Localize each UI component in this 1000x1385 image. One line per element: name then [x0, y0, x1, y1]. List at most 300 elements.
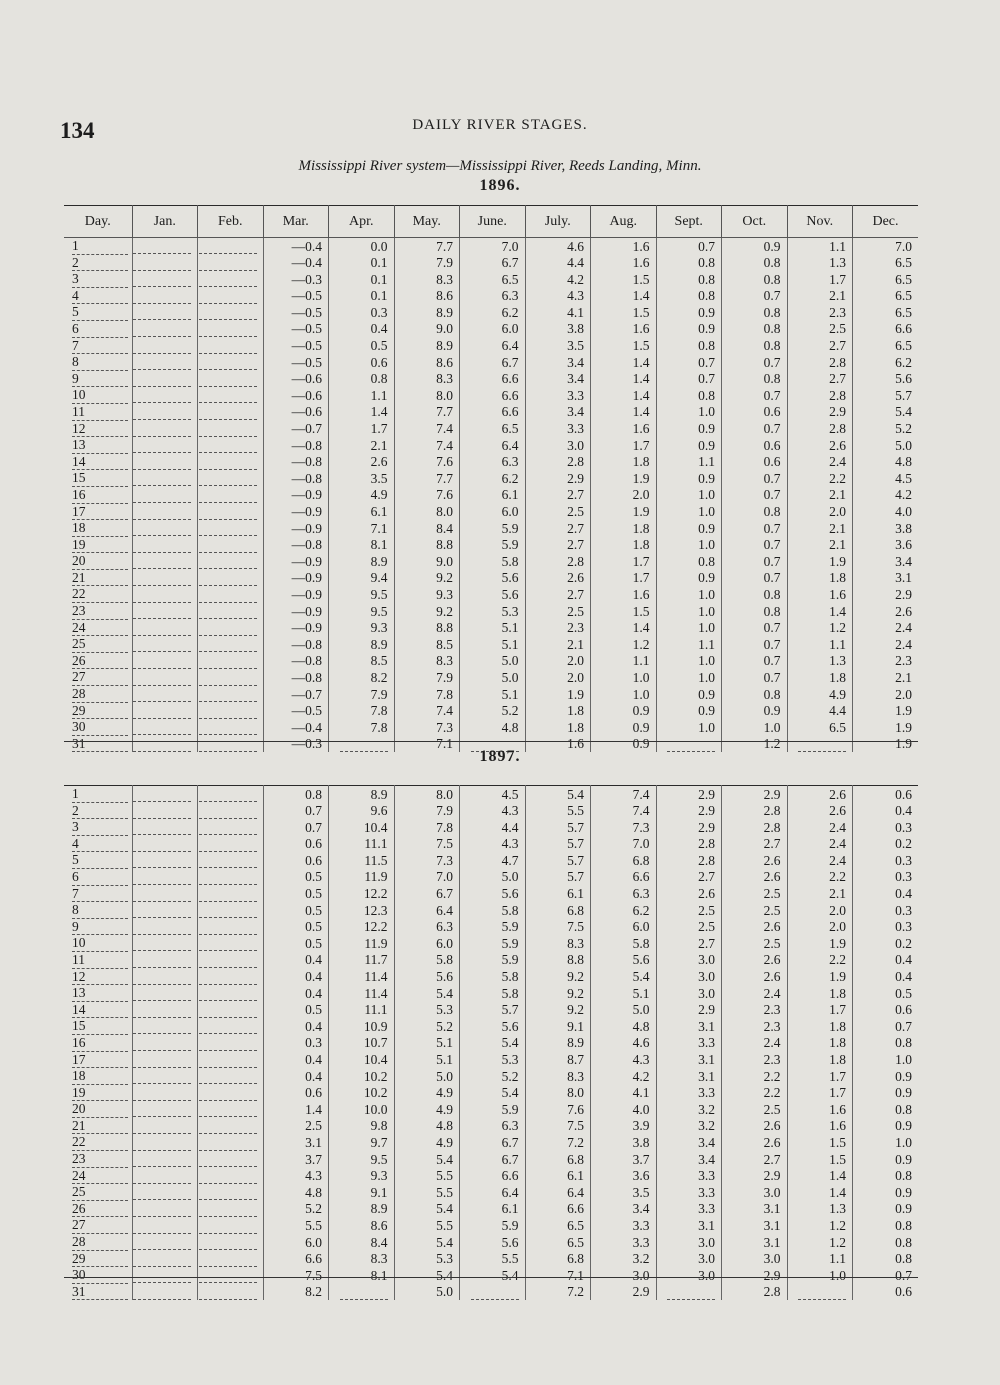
stage-value-cell: 2.1 [787, 886, 853, 903]
table-rule-1897 [64, 1277, 918, 1278]
stage-value-cell: 0.7 [853, 1018, 919, 1035]
day-number-cell: 19 [64, 1085, 132, 1102]
stage-value-cell: 3.0 [656, 952, 722, 969]
stage-value-cell: 4.5 [460, 786, 526, 803]
stage-value-cell: 1.0 [656, 620, 722, 637]
empty-month-cell [198, 338, 264, 355]
empty-month-cell [198, 570, 264, 587]
stage-value-cell: 7.3 [591, 819, 657, 836]
stage-value-cell: 5.9 [460, 537, 526, 554]
stage-value-cell: —0.8 [263, 669, 329, 686]
empty-month-cell [132, 1151, 198, 1168]
stage-value-cell: 5.6 [460, 570, 526, 587]
stage-value-cell: 5.7 [853, 387, 919, 404]
stage-value-cell: 0.9 [722, 703, 788, 720]
stage-value-cell: 2.8 [656, 852, 722, 869]
table-row [64, 271, 918, 288]
stage-value-cell: 4.3 [460, 803, 526, 820]
stage-value-cell: 2.9 [722, 786, 788, 803]
stage-value-cell: 0.6 [722, 404, 788, 421]
stage-value-cell: 1.9 [787, 969, 853, 986]
stage-value-cell: 0.8 [853, 1101, 919, 1118]
header-oct: Oct. [722, 206, 788, 238]
stage-value-cell: 1.4 [591, 371, 657, 388]
stage-value-cell: 0.3 [853, 819, 919, 836]
stage-value-cell: 1.6 [787, 1118, 853, 1135]
stage-value-cell: —0.3 [263, 271, 329, 288]
stage-value-cell: 5.5 [263, 1217, 329, 1234]
stage-value-cell: 0.7 [853, 1267, 919, 1284]
stage-value-cell: 3.0 [722, 1184, 788, 1201]
empty-month-cell [198, 1068, 264, 1085]
stage-value-cell: 1.7 [329, 421, 395, 438]
stage-value-cell: 0.5 [329, 338, 395, 355]
day-number-cell: 27 [64, 1217, 132, 1234]
table-row [64, 487, 918, 504]
stage-value-cell: 0.7 [722, 553, 788, 570]
stage-value-cell: 2.1 [787, 537, 853, 554]
empty-month-cell [198, 1018, 264, 1035]
stage-value-cell: 11.5 [329, 852, 395, 869]
empty-day-cell [787, 1284, 853, 1301]
stage-value-cell: 8.9 [329, 636, 395, 653]
stage-value-cell: —0.9 [263, 586, 329, 603]
day-number-cell: 22 [64, 586, 132, 603]
stage-value-cell: 7.7 [394, 238, 460, 255]
stage-value-cell: 2.3 [722, 1052, 788, 1069]
stage-value-cell: 0.3 [853, 869, 919, 886]
stage-value-cell: 2.3 [525, 620, 591, 637]
stage-value-cell: 7.4 [394, 421, 460, 438]
stage-value-cell: 1.9 [787, 935, 853, 952]
empty-month-cell [132, 1118, 198, 1135]
day-number-cell: 18 [64, 520, 132, 537]
stage-value-cell: 2.6 [722, 1134, 788, 1151]
stage-value-cell: —0.5 [263, 338, 329, 355]
stage-value-cell: —0.9 [263, 570, 329, 587]
stage-value-cell: 0.4 [263, 1068, 329, 1085]
stage-value-cell: 1.0 [656, 603, 722, 620]
stage-value-cell: 4.8 [460, 719, 526, 736]
stage-value-cell: 6.4 [460, 437, 526, 454]
empty-month-cell [132, 1251, 198, 1268]
stage-value-cell: 6.6 [263, 1251, 329, 1268]
empty-month-cell [198, 1035, 264, 1052]
stage-value-cell: 8.9 [329, 786, 395, 803]
stage-value-cell: 6.8 [525, 1251, 591, 1268]
stage-value-cell: 2.5 [722, 886, 788, 903]
day-number-cell: 23 [64, 603, 132, 620]
table-row [64, 686, 918, 703]
stage-value-cell: 2.0 [787, 504, 853, 521]
stage-value-cell: 6.5 [853, 271, 919, 288]
stage-value-cell: 6.3 [460, 454, 526, 471]
table-row [64, 354, 918, 371]
stage-value-cell: 1.4 [591, 354, 657, 371]
stage-value-cell: 0.8 [656, 288, 722, 305]
stage-value-cell: 3.8 [853, 520, 919, 537]
stage-value-cell: 8.3 [525, 1068, 591, 1085]
stage-value-cell: 0.8 [722, 371, 788, 388]
stage-value-cell: 5.6 [460, 1234, 526, 1251]
stage-value-cell: 5.7 [460, 1002, 526, 1019]
stage-value-cell: 1.1 [787, 636, 853, 653]
stage-value-cell: 7.3 [394, 852, 460, 869]
stage-value-cell: 0.5 [263, 935, 329, 952]
stage-value-cell: 0.7 [722, 636, 788, 653]
stage-value-cell: 5.0 [591, 1002, 657, 1019]
day-number-cell: 30 [64, 1267, 132, 1284]
stage-value-cell: 6.6 [460, 387, 526, 404]
day-number-cell: 2 [64, 803, 132, 820]
stage-value-cell: 4.9 [394, 1101, 460, 1118]
stage-value-cell: 4.9 [329, 487, 395, 504]
stage-value-cell: 0.9 [656, 421, 722, 438]
stage-value-cell: 1.4 [591, 387, 657, 404]
day-number-cell: 14 [64, 454, 132, 471]
stage-value-cell: 4.9 [394, 1085, 460, 1102]
table-row [64, 338, 918, 355]
stage-value-cell: 5.0 [460, 669, 526, 686]
stage-value-cell: 1.6 [591, 321, 657, 338]
stage-value-cell: 2.4 [787, 852, 853, 869]
stage-value-cell: 4.1 [525, 304, 591, 321]
stage-value-cell: 3.4 [656, 1151, 722, 1168]
stage-value-cell: 6.2 [853, 354, 919, 371]
stage-value-cell: 3.3 [525, 387, 591, 404]
stage-value-cell: 0.6 [263, 852, 329, 869]
day-number-cell: 12 [64, 421, 132, 438]
stage-value-cell: 6.5 [853, 288, 919, 305]
stage-value-cell: 6.6 [525, 1201, 591, 1218]
stage-value-cell: 2.6 [525, 570, 591, 587]
day-number-cell: 26 [64, 653, 132, 670]
stage-value-cell: 2.3 [722, 1002, 788, 1019]
stage-value-cell: 4.4 [460, 819, 526, 836]
stage-value-cell: 6.7 [394, 886, 460, 903]
stage-value-cell: 8.9 [394, 338, 460, 355]
stage-value-cell: 7.6 [394, 487, 460, 504]
table-row [64, 1251, 918, 1268]
stage-value-cell: 5.8 [460, 553, 526, 570]
table-row [64, 520, 918, 537]
stage-value-cell: 0.7 [722, 620, 788, 637]
day-number-cell: 5 [64, 852, 132, 869]
stage-value-cell: 5.7 [525, 836, 591, 853]
table-row [64, 819, 918, 836]
stage-value-cell: 3.8 [591, 1134, 657, 1151]
stage-value-cell: 6.1 [329, 504, 395, 521]
table-row [64, 703, 918, 720]
day-number-cell: 28 [64, 1234, 132, 1251]
stage-value-cell: 0.7 [263, 819, 329, 836]
table-row [64, 371, 918, 388]
day-number-cell: 20 [64, 1101, 132, 1118]
table-row [64, 470, 918, 487]
table-row [64, 387, 918, 404]
stage-value-cell: 10.7 [329, 1035, 395, 1052]
stage-value-cell: 0.9 [656, 321, 722, 338]
day-number-cell: 14 [64, 1002, 132, 1019]
stage-value-cell: 0.8 [722, 504, 788, 521]
stage-value-cell: 6.7 [460, 1151, 526, 1168]
stage-value-cell: 7.5 [525, 1118, 591, 1135]
stage-value-cell: 3.4 [525, 354, 591, 371]
empty-month-cell [198, 371, 264, 388]
stage-value-cell: 6.7 [460, 354, 526, 371]
day-number-cell: 30 [64, 719, 132, 736]
stage-value-cell: 2.8 [787, 387, 853, 404]
empty-month-cell [132, 338, 198, 355]
empty-day-cell [656, 1284, 722, 1301]
empty-month-cell [198, 919, 264, 936]
stage-value-cell: 0.7 [656, 354, 722, 371]
stage-value-cell: 3.2 [591, 1251, 657, 1268]
stage-value-cell: 8.9 [394, 304, 460, 321]
stage-value-cell: 6.6 [853, 321, 919, 338]
header-aug: Aug. [591, 206, 657, 238]
river-stage-table-1896 [64, 205, 918, 752]
stage-value-cell: 5.1 [394, 1052, 460, 1069]
empty-month-cell [198, 969, 264, 986]
stage-value-cell: 1.7 [787, 1068, 853, 1085]
stage-value-cell: 8.6 [394, 288, 460, 305]
stage-value-cell: 2.2 [787, 869, 853, 886]
stage-value-cell: 5.5 [525, 803, 591, 820]
stage-value-cell: 1.6 [787, 1101, 853, 1118]
stage-value-cell: —0.4 [263, 238, 329, 255]
day-number-cell: 4 [64, 836, 132, 853]
stage-value-cell: 5.3 [394, 1251, 460, 1268]
stage-value-cell: 5.9 [460, 952, 526, 969]
stage-value-cell: 5.6 [853, 371, 919, 388]
stage-value-cell: 1.4 [787, 603, 853, 620]
stage-value-cell: 2.7 [656, 869, 722, 886]
stage-value-cell: 9.6 [329, 803, 395, 820]
table-row [64, 1184, 918, 1201]
day-number-cell: 11 [64, 404, 132, 421]
stage-value-cell: 0.5 [263, 869, 329, 886]
day-number-cell: 31 [64, 1284, 132, 1301]
day-number-cell: 25 [64, 636, 132, 653]
stage-value-cell: 7.9 [394, 669, 460, 686]
stage-value-cell: 7.2 [525, 1134, 591, 1151]
stage-value-cell: 7.5 [525, 919, 591, 936]
stage-value-cell: 1.5 [787, 1134, 853, 1151]
stage-value-cell: 7.7 [394, 404, 460, 421]
stage-value-cell: 5.8 [591, 935, 657, 952]
stage-value-cell: 0.8 [329, 371, 395, 388]
table-row [64, 603, 918, 620]
stage-value-cell: 2.7 [722, 1151, 788, 1168]
empty-month-cell [198, 786, 264, 803]
empty-month-cell [132, 1134, 198, 1151]
stage-value-cell: 3.4 [525, 371, 591, 388]
stage-value-cell: 3.2 [656, 1101, 722, 1118]
day-number-cell: 16 [64, 487, 132, 504]
header-dec: Dec. [853, 206, 919, 238]
stage-value-cell: 5.8 [460, 902, 526, 919]
stage-value-cell: 4.8 [853, 454, 919, 471]
stage-value-cell: 3.3 [656, 1035, 722, 1052]
stage-value-cell: —0.6 [263, 371, 329, 388]
stage-value-cell: 5.0 [460, 653, 526, 670]
stage-value-cell: 9.2 [394, 570, 460, 587]
table-row [64, 1284, 918, 1301]
stage-value-cell: 0.7 [656, 238, 722, 255]
stage-value-cell: 2.1 [525, 636, 591, 653]
stage-value-cell: 6.2 [460, 470, 526, 487]
stage-value-cell: 3.3 [656, 1168, 722, 1185]
stage-value-cell: 0.7 [722, 470, 788, 487]
stage-value-cell: —0.8 [263, 537, 329, 554]
day-number-cell: 13 [64, 985, 132, 1002]
stage-value-cell: 1.1 [787, 1251, 853, 1268]
stage-value-cell: 6.4 [460, 338, 526, 355]
stage-value-cell: 2.8 [525, 454, 591, 471]
table-body-1896 [64, 238, 918, 753]
stage-value-cell: 6.5 [853, 338, 919, 355]
stage-value-cell: 8.3 [394, 371, 460, 388]
stage-value-cell: 8.3 [329, 1251, 395, 1268]
stage-value-cell: 1.8 [787, 1018, 853, 1035]
stage-value-cell: 2.4 [853, 620, 919, 637]
day-number-cell: 1 [64, 786, 132, 803]
empty-month-cell [198, 321, 264, 338]
stage-value-cell: 0.4 [853, 803, 919, 820]
stage-value-cell: 0.7 [656, 371, 722, 388]
stage-value-cell: 2.6 [787, 803, 853, 820]
stage-value-cell: 1.2 [591, 636, 657, 653]
empty-month-cell [198, 1151, 264, 1168]
stage-value-cell: 0.1 [329, 255, 395, 272]
stage-value-cell: 2.5 [722, 902, 788, 919]
empty-month-cell [198, 1134, 264, 1151]
empty-month-cell [132, 454, 198, 471]
empty-month-cell [198, 586, 264, 603]
stage-value-cell: 5.2 [394, 1018, 460, 1035]
stage-value-cell: 2.3 [787, 304, 853, 321]
stage-value-cell: 1.4 [591, 288, 657, 305]
day-number-cell: 29 [64, 1251, 132, 1268]
stage-value-cell: 2.0 [787, 902, 853, 919]
stage-value-cell: 1.5 [787, 1151, 853, 1168]
stage-value-cell: 8.1 [329, 537, 395, 554]
stage-value-cell: 9.1 [525, 1018, 591, 1035]
stage-value-cell: 5.4 [394, 1267, 460, 1284]
stage-value-cell: 5.9 [460, 919, 526, 936]
empty-month-cell [132, 836, 198, 853]
day-number-cell: 17 [64, 1052, 132, 1069]
empty-month-cell [132, 653, 198, 670]
empty-month-cell [132, 238, 198, 255]
stage-value-cell: 0.7 [722, 570, 788, 587]
empty-month-cell [132, 886, 198, 903]
empty-month-cell [132, 537, 198, 554]
empty-month-cell [132, 1035, 198, 1052]
stage-value-cell: 4.3 [263, 1168, 329, 1185]
stage-value-cell: 3.1 [656, 1068, 722, 1085]
stage-value-cell: 1.8 [787, 570, 853, 587]
stage-value-cell: 0.7 [722, 288, 788, 305]
stage-value-cell: 5.8 [394, 952, 460, 969]
stage-value-cell: 6.5 [853, 304, 919, 321]
table-row [64, 238, 918, 255]
stage-value-cell: 3.3 [656, 1184, 722, 1201]
day-number-cell: 27 [64, 669, 132, 686]
header-jan: Jan. [132, 206, 198, 238]
empty-month-cell [198, 1284, 264, 1301]
stage-value-cell: 2.1 [329, 437, 395, 454]
table-row [64, 836, 918, 853]
table-row [64, 1068, 918, 1085]
stage-value-cell: 0.3 [329, 304, 395, 321]
stage-value-cell: 0.9 [656, 437, 722, 454]
year-heading-1896: 1896. [479, 177, 521, 194]
stage-value-cell: 0.7 [722, 487, 788, 504]
day-number-cell: 3 [64, 271, 132, 288]
stage-value-cell: 0.6 [263, 1085, 329, 1102]
stage-value-cell: —0.5 [263, 703, 329, 720]
stage-value-cell: 2.8 [656, 836, 722, 853]
stage-value-cell: 0.9 [853, 1118, 919, 1135]
stage-value-cell: 2.6 [787, 437, 853, 454]
stage-value-cell: 1.6 [525, 736, 591, 753]
stage-value-cell: 4.6 [525, 238, 591, 255]
stage-value-cell: 3.0 [656, 985, 722, 1002]
empty-month-cell [198, 1267, 264, 1284]
table-row [64, 1118, 918, 1135]
stage-value-cell: 0.8 [722, 338, 788, 355]
stage-value-cell: —0.8 [263, 437, 329, 454]
stage-value-cell: 1.6 [591, 586, 657, 603]
stage-value-cell: 5.4 [394, 1151, 460, 1168]
stage-value-cell: 7.5 [263, 1267, 329, 1284]
stage-value-cell: 4.3 [460, 836, 526, 853]
river-stage-table-1897 [64, 785, 918, 1300]
stage-value-cell: 1.8 [591, 520, 657, 537]
running-head: DAILY RIVER STAGES. [412, 117, 588, 133]
stage-value-cell: 0.3 [263, 1035, 329, 1052]
stage-value-cell: —0.8 [263, 636, 329, 653]
empty-month-cell [198, 553, 264, 570]
stage-value-cell: 9.3 [394, 586, 460, 603]
stage-value-cell: 0.0 [329, 238, 395, 255]
stage-value-cell: 3.0 [656, 1234, 722, 1251]
stage-value-cell: 2.4 [853, 636, 919, 653]
table-row [64, 1168, 918, 1185]
stage-value-cell: —0.3 [263, 736, 329, 753]
table-row [64, 454, 918, 471]
day-number-cell: 23 [64, 1151, 132, 1168]
stage-value-cell: 5.1 [591, 985, 657, 1002]
stage-value-cell: 2.6 [722, 952, 788, 969]
stage-value-cell: 11.9 [329, 869, 395, 886]
empty-month-cell [198, 255, 264, 272]
stage-value-cell: 2.9 [656, 786, 722, 803]
stage-value-cell: 4.2 [591, 1068, 657, 1085]
stage-value-cell: 10.0 [329, 1101, 395, 1118]
stage-value-cell: 9.5 [329, 586, 395, 603]
empty-month-cell [198, 902, 264, 919]
stage-value-cell: 8.8 [394, 537, 460, 554]
stage-value-cell: 9.0 [394, 321, 460, 338]
day-number-cell: 12 [64, 969, 132, 986]
header-july: July. [525, 206, 591, 238]
stage-value-cell: 12.2 [329, 919, 395, 936]
table-row [64, 1201, 918, 1218]
stage-value-cell: 0.9 [853, 1184, 919, 1201]
